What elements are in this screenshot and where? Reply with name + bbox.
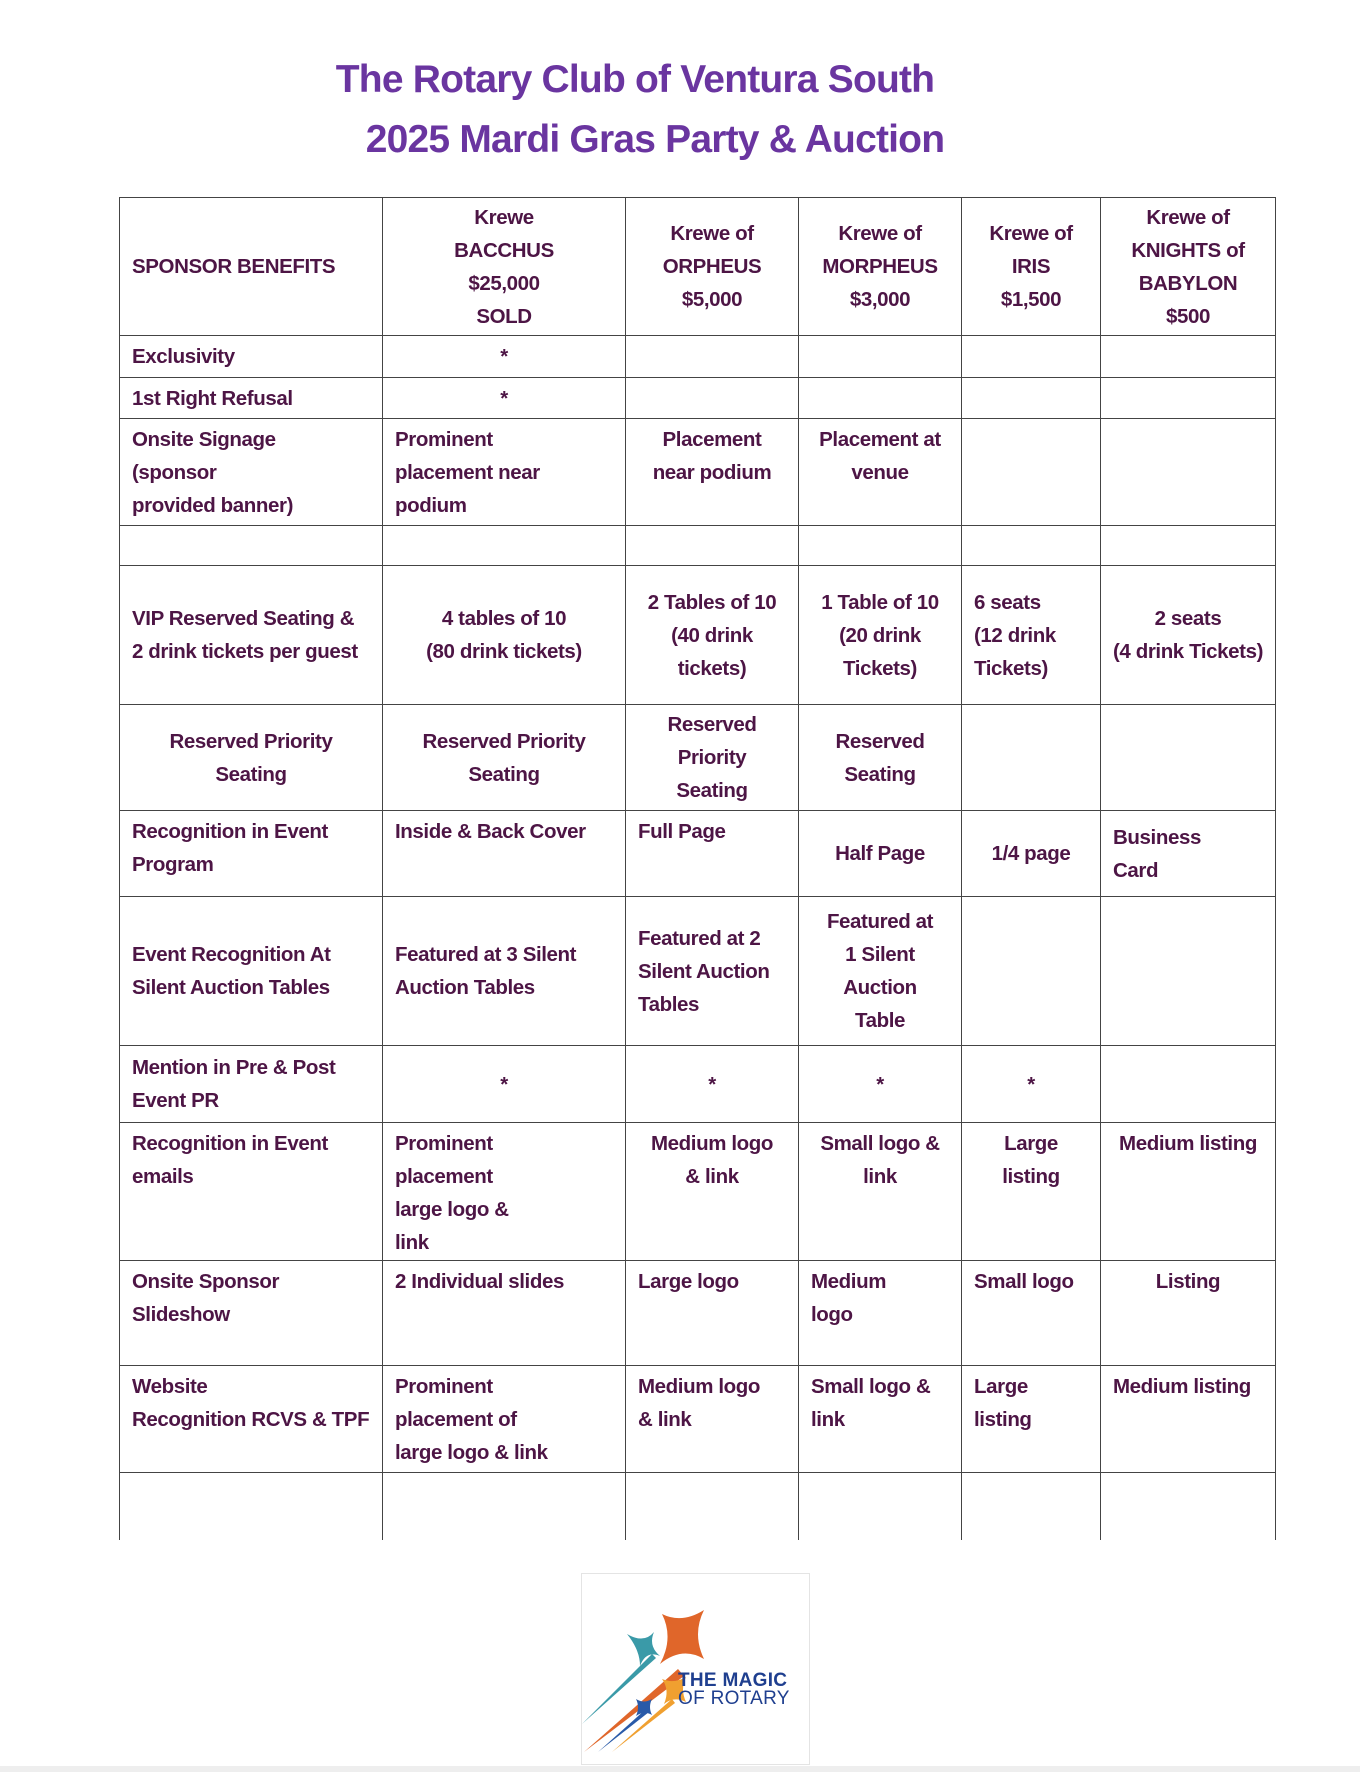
benefit-value-cell: Featured at 2 Silent Auction Tables (626, 897, 799, 1046)
table-header-row (120, 198, 1276, 336)
benefit-value-cell (383, 526, 626, 566)
benefit-value-cell: Reserved Priority Seating (626, 705, 799, 811)
benefit-value-cell: Small logo & link (799, 1366, 962, 1473)
header-cell: Krewe of KNIGHTS of BABYLON $500 (1101, 198, 1276, 336)
table-row (120, 1123, 1276, 1261)
benefit-value-cell: Medium logo (799, 1261, 962, 1366)
benefit-value-cell (799, 526, 962, 566)
benefit-value-cell (799, 1473, 962, 1540)
benefit-value-cell (383, 1473, 626, 1540)
logo-text-line-1: THE MAGIC (678, 1670, 788, 1691)
benefit-label-cell: Recognition in Event emails (120, 1123, 383, 1261)
benefit-value-cell: * (383, 336, 626, 378)
benefit-value-cell (962, 526, 1101, 566)
benefit-value-cell (962, 336, 1101, 378)
benefit-label-cell: Onsite Signage (sponsor provided banner) (120, 419, 383, 526)
benefit-label-cell (120, 526, 383, 566)
magic-of-rotary-logo (581, 1573, 810, 1765)
benefit-value-cell (1101, 705, 1276, 811)
benefit-value-cell: * (383, 378, 626, 419)
table-row (120, 526, 1276, 566)
benefit-label-cell: Exclusivity (120, 336, 383, 378)
benefit-value-cell: Large listing (962, 1123, 1101, 1261)
benefit-value-cell (1101, 897, 1276, 1046)
benefit-value-cell: Large logo (626, 1261, 799, 1366)
header-cell: Krewe of ORPHEUS $5,000 (626, 198, 799, 336)
benefit-value-cell: Small logo & link (799, 1123, 962, 1261)
benefit-value-cell: Prominent placement near podium (383, 419, 626, 526)
benefit-value-cell (1101, 378, 1276, 419)
title-line-1: The Rotary Club of Ventura South (335, 58, 935, 101)
logo-text-line-2: OF ROTARY (678, 1688, 790, 1709)
benefit-label-cell: Website Recognition RCVS & TPF (120, 1366, 383, 1473)
benefit-value-cell (962, 419, 1101, 526)
benefit-label-cell: Mention in Pre & Post Event PR (120, 1046, 383, 1123)
benefit-value-cell: Large listing (962, 1366, 1101, 1473)
benefit-value-cell (962, 897, 1101, 1046)
table-row (120, 419, 1276, 526)
benefit-value-cell: Placement near podium (626, 419, 799, 526)
benefit-value-cell: 1 Table of 10 (20 drink Tickets) (799, 566, 962, 705)
benefit-label-cell: 1st Right Refusal (120, 378, 383, 419)
benefit-value-cell: 6 seats (12 drink Tickets) (962, 566, 1101, 705)
header-cell: Krewe of IRIS $1,500 (962, 198, 1101, 336)
benefit-value-cell (1101, 419, 1276, 526)
benefit-value-cell: * (799, 1046, 962, 1123)
benefit-label-cell: VIP Reserved Seating & 2 drink tickets per guest (120, 566, 383, 705)
benefit-value-cell: Half Page (799, 811, 962, 897)
benefit-value-cell (1101, 1473, 1276, 1540)
table-row (120, 1366, 1276, 1473)
benefit-value-cell (626, 378, 799, 419)
benefit-value-cell (799, 336, 962, 378)
benefit-value-cell: Medium logo & link (626, 1366, 799, 1473)
benefit-value-cell: * (626, 1046, 799, 1123)
header-cell: SPONSOR BENEFITS (120, 198, 383, 336)
benefit-value-cell: Medium listing (1101, 1366, 1276, 1473)
benefit-value-cell: Inside & Back Cover (383, 811, 626, 897)
benefit-value-cell: Featured at 1 Silent Auction Table (799, 897, 962, 1046)
benefit-value-cell (962, 1473, 1101, 1540)
header-cell: Krewe of MORPHEUS $3,000 (799, 198, 962, 336)
benefit-value-cell: Prominent placement large logo & link (383, 1123, 626, 1261)
benefit-value-cell: * (962, 1046, 1101, 1123)
benefit-value-cell: 2 Individual slides (383, 1261, 626, 1366)
table-row (120, 1046, 1276, 1123)
benefit-value-cell: Prominent placement of large logo & link (383, 1366, 626, 1473)
benefit-label-cell (120, 1473, 383, 1540)
benefit-value-cell: Placement at venue (799, 419, 962, 526)
table-row (120, 1473, 1276, 1540)
benefit-value-cell: Small logo (962, 1261, 1101, 1366)
benefit-value-cell: * (383, 1046, 626, 1123)
benefit-value-cell (626, 336, 799, 378)
benefit-label-cell: Onsite Sponsor Slideshow (120, 1261, 383, 1366)
benefit-value-cell (626, 526, 799, 566)
benefit-value-cell: Listing (1101, 1261, 1276, 1366)
benefit-value-cell: Full Page (626, 811, 799, 897)
table-row (120, 378, 1276, 419)
benefit-value-cell: 1/4 page (962, 811, 1101, 897)
benefit-value-cell: 2 Tables of 10 (40 drink tickets) (626, 566, 799, 705)
table-row (120, 811, 1276, 897)
sponsor-benefits-table (119, 197, 1276, 1540)
table-row (120, 1261, 1276, 1366)
benefit-value-cell: Business Card (1101, 811, 1276, 897)
benefit-value-cell: Medium listing (1101, 1123, 1276, 1261)
benefit-value-cell: Reserved Seating (799, 705, 962, 811)
benefit-value-cell: Featured at 3 Silent Auction Tables (383, 897, 626, 1046)
table-row (120, 566, 1276, 705)
benefit-label-cell: Recognition in Event Program (120, 811, 383, 897)
benefit-value-cell (799, 378, 962, 419)
benefit-label-cell: Reserved Priority Seating (120, 705, 383, 811)
benefit-value-cell (626, 1473, 799, 1540)
table-row (120, 336, 1276, 378)
benefit-value-cell: Reserved Priority Seating (383, 705, 626, 811)
logo-text (678, 1672, 790, 1708)
benefit-value-cell: 2 seats (4 drink Tickets) (1101, 566, 1276, 705)
benefit-value-cell (1101, 336, 1276, 378)
title-line-2: 2025 Mardi Gras Party & Auction (365, 118, 945, 161)
table-row (120, 705, 1276, 811)
benefit-value-cell (962, 705, 1101, 811)
benefit-value-cell: 4 tables of 10 (80 drink tickets) (383, 566, 626, 705)
table-row (120, 897, 1276, 1046)
benefit-value-cell (1101, 526, 1276, 566)
benefit-value-cell: Medium logo & link (626, 1123, 799, 1261)
benefit-value-cell (1101, 1046, 1276, 1123)
benefit-label-cell: Event Recognition At Silent Auction Tables (120, 897, 383, 1046)
page-bottom-edge (0, 1766, 1360, 1772)
benefit-value-cell (962, 378, 1101, 419)
header-cell: Krewe BACCHUS $25,000 SOLD (383, 198, 626, 336)
